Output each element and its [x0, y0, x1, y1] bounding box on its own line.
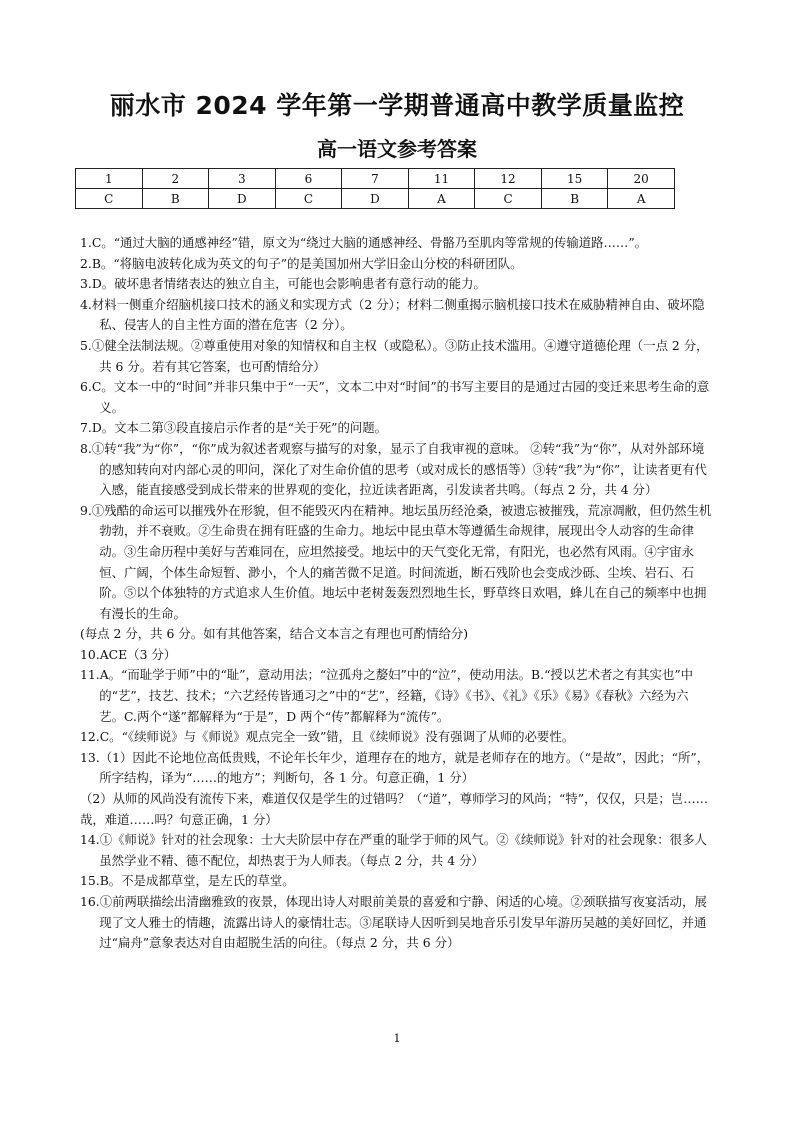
scoring-note: (每点 2 分，共 6 分。如有其他答案，结合文本言之有理也可酌情给分)	[80, 626, 469, 642]
question-number-cell: 11	[408, 169, 475, 189]
question-number-cell: 2	[142, 169, 209, 189]
answer-item: 16.①前两联描绘出清幽雅致的夜景，体现出诗人对眼前美景的喜爱和宁静、闲适的心境。②颈联描写夜宴活动，展现了文人雅士的情趣，流露出诗人的豪情壮志。③尾联诗人因听到吴地音乐引发早年游历吴越的美好回忆，并通过“扁舟”意象表达对自由超脱生活的向往。（每点 2 分，共 6 分）	[80, 894, 707, 951]
page-title: 丽水市 2024 学年第一学期普通高中教学质量监控	[109, 91, 685, 120]
answer-item: 9.①残酷的命运可以摧残外在形貌，但不能毁灭内在精神。地坛虽历经沧桑，被遗忘被摧残，荒凉凋敝，但仍然生机勃勃，并不衰败。②生命贵在拥有旺盛的生命力。地坛中昆虫草木等遵循生命规律，展现出令人动容的生命律动。③生命历程中美好与苦难同在，应坦然接受。地坛中的天气变化无常，有阳光，也必然有风雨。④宇宙永恒、广阔，个体生命短暂、渺小，个人的痛苦微不足道。时间流逝，断石残阶也会变成沙砾、尘埃、岩石、石阶。⑤以个体独特的方式追求人生价值。地坛中老树轰轰烈烈地生长，野草终日欢唱，蜂儿在自己的频率中也拥有漫长的生命。	[80, 502, 712, 621]
answer-letter-cell: A	[408, 189, 475, 209]
answer-key-question-row	[76, 169, 675, 189]
answer-key-answer-row	[76, 189, 675, 209]
answer-item: 2.B。“将脑电波转化成为英文的句子”的是美国加州大学旧金山分校的科研团队。	[80, 255, 523, 271]
answer-item: 15.B。不是成都草堂，是左氏的草堂。	[80, 873, 295, 889]
answer-item: 3.D。破坏患者情绪表达的独立自主，可能也会影响患者有意行动的能力。	[80, 276, 486, 292]
answer-subitem: （2）从师的风尚没有流传下来，难道仅仅是学生的过错吗？（“道”，尊师学习的风尚；“特”，仅仅，只是；岂……哉，难道……吗？句意正确，1 分）	[80, 791, 708, 827]
answer-letter-cell: C	[475, 189, 542, 209]
answer-item: 12.C。“《续师说》与《师说》观点完全一致”错，且《续师说》没有强调了从师的必要性。	[80, 729, 575, 745]
question-number-cell: 3	[209, 169, 276, 189]
question-number-cell: 20	[608, 169, 675, 189]
answer-item: 8.①转“我”为“你”，“你”成为叙述者观察与描写的对象，显示了自我审视的意味。 ②转“我”为“你”，从对外部环境的感知转向对内部心灵的叩问，深化了对生命价值的思考（或对成长的感悟等）③转“我”为“你”，让读者更有代入感，能直接感受到成长带来的世界观的变化，拉近读者距离，引发读者共鸣。（每点 2 分，共 4 分）	[80, 440, 707, 498]
answer-letter-cell: B	[541, 189, 608, 209]
page-subtitle: 高一语文参考答案	[317, 137, 477, 161]
answer-item: 4.材料一侧重介绍脑机接口技术的涵义和实现方式（2 分）；材料二侧重揭示脑机接口技术在威胁精神自由、破坏隐私、侵害人的自主性方面的潜在危害（2 分）。	[80, 296, 705, 333]
answer-letter-cell: C	[275, 189, 342, 209]
question-number-cell: 6	[275, 169, 342, 189]
page-number: 1	[393, 1032, 401, 1045]
answer-item: 14.①《师说》针对的社会现象：士大夫阶层中存在严重的耻学于师的风气。②《续师说》针对的社会现象：很多人虽然学业不精、德不配位，却热衷于为人师表。（每点 2 分，共 4 分）	[80, 832, 707, 868]
answer-item: 10.ACE（3 分）	[80, 646, 177, 662]
question-number-cell: 12	[475, 169, 542, 189]
answer-item: 13.（1）因此不论地位高低贵贱，不论年长年少，道理存在的地方，就是老师存在的地方。（“是故”，因此；“所”，所字结构，译为“……的地方”；判断句，各 1 分。句意正确，1 分）	[80, 749, 710, 786]
answer-item: 5.①健全法制法规。②尊重使用对象的知情权和自主权（或隐私）。③防止技术滥用。④遵守道德伦理（一点 2 分，共 6 分。若有其它答案，也可酌情给分）	[80, 337, 709, 374]
answer-letter-cell: D	[209, 189, 276, 209]
answer-item: 6.C。文本一中的“时间”并非只集中于“一天”，文本二中对“时间”的书写主要目的是通过古园的变迁来思考生命的意义。	[80, 379, 710, 415]
answer-key-table	[75, 168, 675, 209]
answer-explanations	[80, 233, 712, 954]
question-number-cell: 7	[342, 169, 409, 189]
answer-letter-cell: A	[608, 189, 675, 209]
answer-item: 1.C。“通过大脑的通感神经”错，原文为“绕过大脑的通感神经、骨骼乃至肌肉等常规的传输道路……”。	[80, 235, 648, 250]
question-number-cell: 15	[541, 169, 608, 189]
question-number-cell: 1	[76, 169, 143, 189]
answer-item: 11.A。“而耻学于师”中的“耻”，意动用法；“泣孤舟之嫠妇”中的“泣”，使动用法。B.“授以艺术者之有其实也”中的“艺”，技艺、技术；“六艺经传皆通习之”中的“艺”，经籍，《诗》《书》、《礼》《乐》《易》《春秋》六经为六艺。C.两个“遂”都解释为“于是”，D 两个“传”都解释为“流传”。	[80, 667, 694, 724]
answer-item: 7.D。文本二第③段直接启示作者的是“关于死”的问题。	[80, 420, 388, 436]
answer-letter-cell: C	[76, 189, 143, 209]
answer-letter-cell: B	[142, 189, 209, 209]
answer-letter-cell: D	[342, 189, 409, 209]
